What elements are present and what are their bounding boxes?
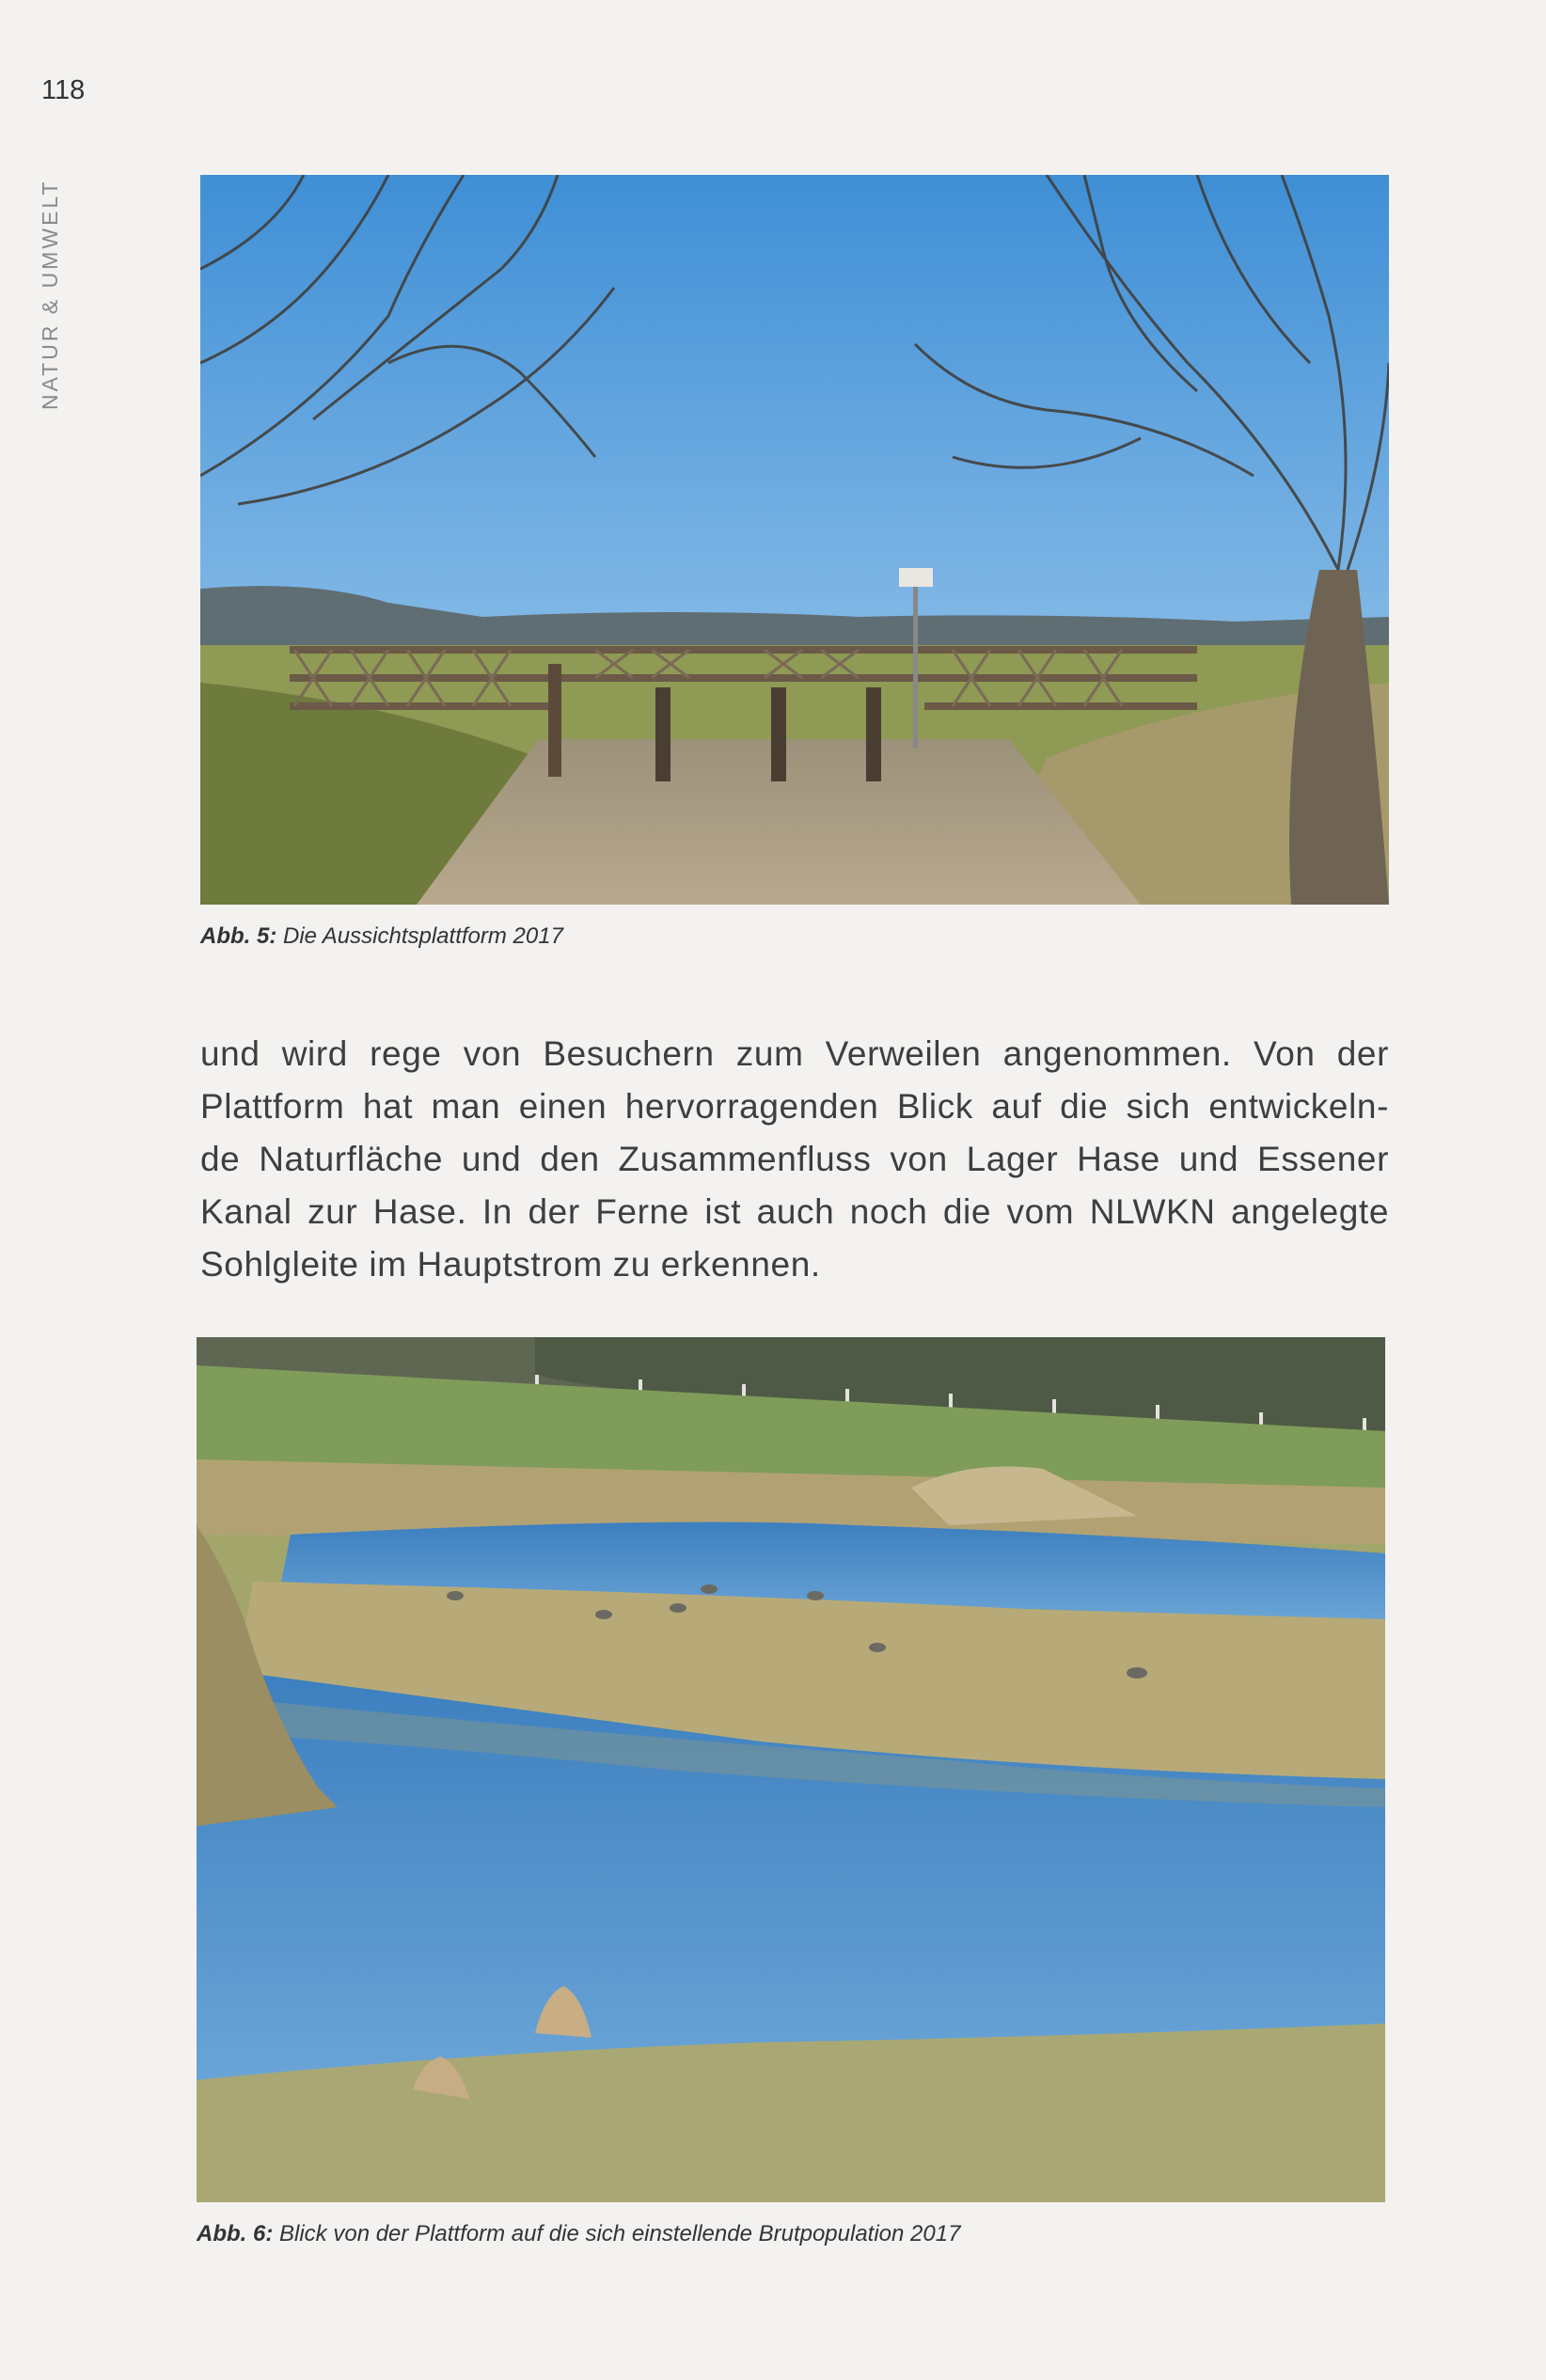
figure-5-caption-text: Die Aussichtsplattform 2017: [283, 923, 563, 949]
figure-6-caption-text: Blick von der Plattform auf die sich einstellende Brutpopulation 2017: [279, 2221, 961, 2246]
figure-5-caption: [200, 923, 563, 950]
figure-5-image: [200, 175, 1389, 905]
figure-6-caption: [197, 2221, 960, 2247]
section-label: NATUR & UMWELT: [38, 179, 62, 410]
figure-6-image: [197, 1337, 1385, 2202]
page-number: 118: [41, 75, 86, 105]
body-line: de Naturfläche und den Zusammenfluss von Lager Hase und Essener: [200, 1140, 1389, 1178]
body-line: und wird rege von Besuchern zum Verweilen angenommen. Von der: [200, 1034, 1389, 1073]
body-line: Plattform hat man einen hervorragenden Blick auf die sich entwickeln-: [200, 1087, 1389, 1126]
figure-6-label: Abb. 6:: [197, 2221, 274, 2246]
body-line: Kanal zur Hase. In der Ferne ist auch noch die vom NLWKN angelegte: [200, 1192, 1389, 1231]
figure-5-label: Abb. 5:: [200, 923, 277, 949]
body-paragraph: [200, 1028, 1389, 1291]
body-line: Sohlgleite im Hauptstrom zu erkennen.: [200, 1245, 821, 1284]
